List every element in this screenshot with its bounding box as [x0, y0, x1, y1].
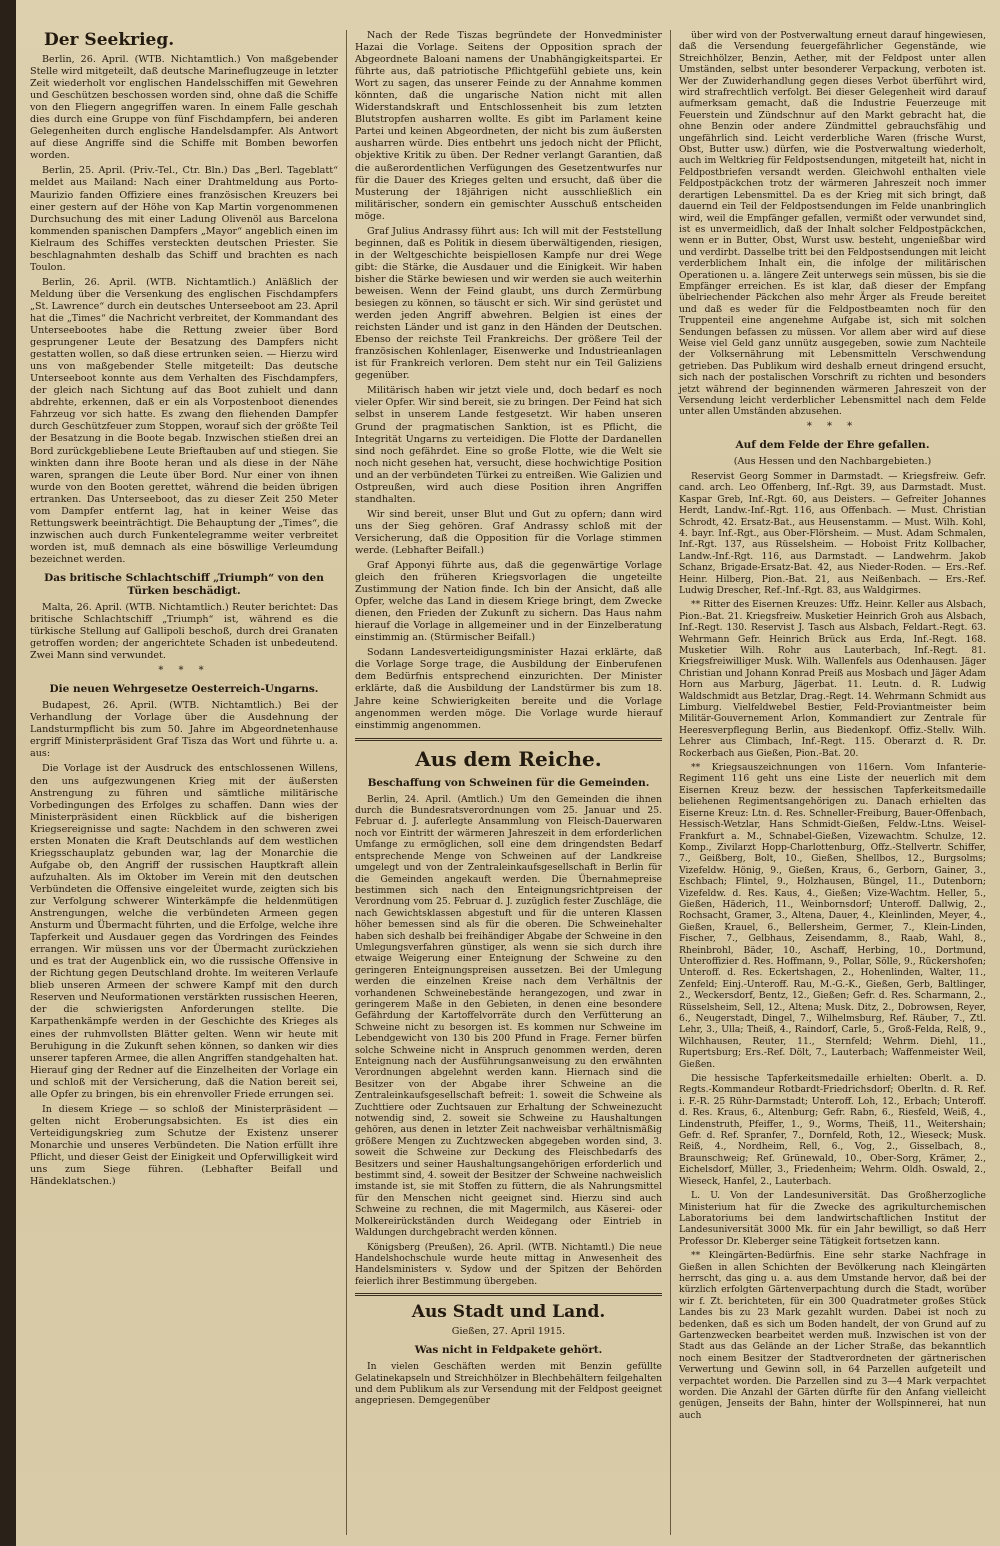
- article-paragraph: In diesem Kriege — so schloß der Ministerpräsident — gelten nicht Eroberungsabsichten. Es ist dies ein Verteidigungskrieg zum Schutze der Existenz unserer Monarchie und unseres Verbündeten. Die Nation erfüllt ihre Pflicht, und dieser Geist der Einigkeit und Opferwilligkeit wird uns zum Siege führen. (Lebhafter Beifall und Händeklatschen.): [30, 1103, 338, 1188]
- article-paragraph: In vielen Geschäften werden mit Benzin gefüllte Gelatinekapseln und Streichhölzer in Blechbehältern feilgehalten und dem Publikum als zur Versendung mit der Feldpost geeignet angepriesen. Demgegenüber: [355, 1361, 662, 1407]
- article-paragraph: Militärisch haben wir jetzt viele und, doch bedarf es noch vieler Opfer. Wir sind bereit, sie zu bringen. Der Feind hat sich selbst in unserem Lande festgesetzt. Wir haben unseren Grund der pragmatischen Sanktion, ist es Pflicht, die Integrität Ungarns zu verteidigen. Die Flotte der Dardanellen sind noch gefährdet. Eine so große Flotte, wie die Welt sie noch nicht gesehen hat, versucht, diese hochwichtige Position und an der verbündeten Türkei zu entreißen. Wie Galizien und Ostpreußen, wird auch diese Position ihren Angriffen standhalten.: [355, 385, 662, 505]
- column-right: [670, 30, 994, 1535]
- article-paragraph: Nach der Rede Tiszas begründete der Honvedminister Hazai die Vorlage. Seitens der Opposition sprach der Abgeordnete Baloani namens der Unabhängigkeitspartei. Er führte aus, daß patriotische Pflichtgefühl gebiete uns, kein Wort zu sagen, das unserer Feinde zu der Annahme kommen könnten, daß die ungarische Nation nicht mit allen Widerstandskraft und Entschlossenheit bis zum letzten Blutstropfen ausharren wollte. Es gibt im Parlament keine Partei und keinen Abgeordneten, der nicht bis zum äußersten ausharren würde. Dies entbehrt uns jedoch nicht der Pflicht, objektive Kritik zu üben. Der Redner verlangt Garantien, daß die außerordentlichen Verfügungen des Gesetzentwurfes nur für die Dauer des Krieges gelten und ersucht, daß über die Musterung der 18jährigen nicht ausschließlich ein militärischer, sondern ein gemischter Ausschuß entscheiden möge.: [355, 30, 662, 222]
- article-paragraph: Die hessische Tapferkeitsmedaille erhielten: Oberlt. a. D. Regts.-Kommandeur Rotbardt-Friedrichsdorf; Oberltn. d. R. Ref. i. F.-R. 25 Rühr-Darmstadt; Unteroff. Loh, 12., Erbach; Unteroff. d. Res. Kraus, 6., Altenburg; Gefr. Rabn, 6., Riesfeld, Weiß, 4., Lindenstruth, Pfeiffer, 1., 9., Worms, Theiß, 11., Weitershain; Gefr. d. Ref. Spranfer, 7., Dornfeld, Roth, 12., Wieseck; Musk. Reiß, 4., Nordheim, Rell, 6., Vog, 2., Gisselbach, 8., Braunschweig; Ref. Grünewald, 10., Ober-Sorg, Krämer, 2., Eichelsdorf, Müller, 3., Friedenheim; Wehrm. Oldh. Oswald, 2., Wieseck, Hanfel, 2., Lauterbach.: [679, 1073, 986, 1187]
- subheading-feldpakete: Was nicht in Feldpakete gehört.: [414, 1344, 603, 1357]
- section-rule: [355, 738, 662, 741]
- page-edge-shadow: [0, 0, 16, 1546]
- article-paragraph: Berlin, 24. April. (Amtlich.) Um den Gemeinden die ihnen durch die Bundesratsverordnungen vom 25. Januar und 25. Februar d. J. auferlegte Ansammlung von Fleisch-Dauerwaren noch vor Eintritt der wärmeren Jahreszeit in dem erforderlichen Umfange zu ermöglichen, soll eine dem dringendsten Bedarf entsprechende Menge von Schweinen auf der Landkreise umgelegt und von der Zentraleinkaufsgesellschaft in Berlin für die Gemeinden angekauft werden. Die Übernahmepreise bestimmen sich nach den Enteignungsrichtpreisen der Verordnung vom 25. Februar d. J. zuzüglich fester Zuschläge, die nach Gewichtsklassen abgestuft und für die unteren Klassen höher bemessen sind als für die oberen. Die Schweinehalter haben sich deshalb bei freihändiger Abgabe der Schweine in den Umlegungsverfahren günstiger, als wenn sie sich durch ihre etwaige Weigerung einer Enteignung der Schweine zu den geringeren Enteignungspreisen aussetzen. Bei der Umlegung werden die einzelnen Kreise nach dem Verhältnis der vorhandenen Schweinebestände herangezogen, und zwar in geringerem Maße in den Gebieten, in denen eine besondere Gefährdung der Kartoffelvorräte durch den Verfütterung an Schweine nicht zu besorgen ist. Es kommen nur Schweine im Lebendgewicht von 130 bis 200 Pfund in Frage. Ferner bürfen solche Schweine nicht in Anspruch genommen werden, deren Enteignung nach der Ausführungsanweisung zu den erwähnten Verordnungen abgelehnt werden kann. Hiernach sind die Besitzer von der Abgabe ihrer Schweine an die Zentraleinkaufsgesellschaft befreit: 1. soweit die Schweine als Zuchttiere oder Zuchtsauen zur Erhaltung der Schweinezucht notwendig sind, 2. soweit sie Schweine zu Haushaltungen gehören, aus denen in letzter Zeit nachweisbar verhältnismäßig größere Mengen zu Zuchtzwecken abgegeben worden sind, 3. soweit die Schweine zur Deckung des Fleischbedarfs des Besitzers und seiner Haushaltungsangehörigen erforderlich und bestimmt sind, 4. soweit der Besitzer der Schweine nachweislich imstande ist, sie mit Stoffen zu füttern, die als Nahrungsmittel für den Menschen nicht geeignet sind. Hierzu sind auch Schweine zu rechnen, die mit Magermilch, aus Käserei- oder Molkereirückständen durch Weidegang oder Eintrieb in Waldungen durchgebracht werden können.: [355, 793, 662, 1239]
- dateline: Gießen, 27. April 1915.: [451, 1326, 566, 1338]
- article-paragraph: Berlin, 25. April. (Priv.-Tel., Ctr. Bln.) Das „Berl. Tageblatt“ meldet aus Mailand: Nach einer Drahtmeldung aus Porto-Maurizio fanden Offiziere eines französischen Kreuzers bei einer gestern auf der Höhe von Kap Martin vorgenommenen Durchsuchung des mit einer Ladung Olivenöl aus Barcelona kommenden spanischen Dampfers „Mayor“ angeblich einen im Kielraum des Schiffes versteckten deutschen Priester. Sie beschlagnahmten deshalb das Schiff und brachten es nach Toulon.: [30, 165, 338, 273]
- section-divider-stars: * * *: [158, 665, 210, 677]
- article-paragraph: ** Ritter des Eisernen Kreuzes: Uffz. Heinr. Keller aus Alsbach, Pion.-Bat. 21. Kriegsfreiw. Musketier Heinrich Groh aus Alsbach, Inf.-Regt. 130. Reservist J. Tasch aus Alsbach, Feldart.-Regt. 63. Wehrmann Gefr. Heinrich Brück aus Erda, Inf.-Regt. 168. Musketier Wilh. Rohr aus Lauterbach, Inf.-Regt. 81. Kriegsfreiwilliger Musk. Wilh. Wallenfels aus Odenhausen. Jäger Christian und Johann Konrad Preiß aus Mosbach und Jäger Adam Horn aus Marburg, Jägerbat. 11. Leutn. d. R. Ludwig Waldschmidt aus Betzlar, Drag.-Regt. 14. Wehrmann Schmidt aus Limburg. Vielfeldwebel Bestier, Feld-Proviantmeister beim Militär-Gouvernement Arlon, Kommandiert zur Zentrale für Heeresverpflegung Berlin, aus Biedenkopf. Offiz.-Stellv. Wilh. Lehrer aus Climbach, Inf.-Regt. 115. Oberarzt d. R. Dr. Rockerbach aus Gießen, Pion.-Bat. 20.: [679, 599, 986, 759]
- article-paragraph: Graf Julius Andrassy führt aus: Ich will mit der Feststellung beginnen, daß es Politik in diesem überwältigenden, riesigen, in der Weltgeschichte beispiellosen Kampfe nur drei Wege gibt: die Stärke, die Ausdauer und die Einigkeit. Wir haben bisher die Stärke bewiesen und wir werden sie auch weiterhin beweisen. Wenn der Feind glaubt, uns durch Zermürbung besiegen zu können, so täuscht er sich. Wir sind gerüstet und werden jeden Angriff abwehren. Belgien ist eines der reichsten Länder und ist ganz in den Händen der Deutschen. Ebenso der reichste Teil Frankreichs. Der größere Teil der französischen Kohlenlager, Eisenwerke und Industrieanlagen ist für Frankreich verloren. Dem steht nur ein Teil Galiziens gegenüber.: [355, 225, 662, 382]
- article-paragraph: Berlin, 26. April. (WTB. Nichtamtlich.) Von maßgebender Stelle wird mitgeteilt, daß deutsche Marineflugzeuge in letzter Zeit wiederholt vor englischen Handelsschiffen mit Gewehren und Geschützen beschossen worden sind, ohne daß die Schiffe von den Fliegern angegriffen waren. In einem Falle geschah dies durch eine Gruppe von fünf Fischdampfern, bei anderen Gelegenheiten durch englische Handelsdampfer. Als Antwort auf diese Angriffe sind die Schiffe mit Bomben beworfen worden.: [30, 54, 338, 162]
- subheading-schweine: Beschaffung von Schweinen für die Gemeinden.: [367, 776, 650, 789]
- subheading-wehrgesetze: Die neuen Wehrgesetze Oesterreich-Ungarns.: [49, 683, 319, 696]
- article-paragraph: Graf Apponyi führte aus, daß die gegenwärtige Vorlage gleich den früheren Kriegsvorlagen die ungeteilte Zustimmung der Nation finde. Ich bin der Ansicht, daß alle Opfer, welche das Land in diesem Kriege bringt, dem Zwecke dienen, den Frieden der Zukunft zu sichern. Das Haus nahm hierauf die Vorlage in allgemeiner und in der Einzelberatung einstimmig an. (Stürmischer Beifall.): [355, 560, 662, 644]
- article-paragraph: Berlin, 26. April. (WTB. Nichtamtlich.) Anläßlich der Meldung über die Versenkung des englischen Fischdampfers „St. Lawrence“ durch ein deutsches Unterseeboot am 23. April hat die „Times“ die Nachricht verbreitet, der Kommandant des Unterseebootes habe die Rettung zweier über Bord gesprungener Leute der Besatzung des Dampfers nicht gestatten wollen, so daß diese ertrunken seien. — Hierzu wird uns von maßgebender Stelle mitgeteilt: Das deutsche Unterseeboot konnte aus dem Verhalten des Fischdampfers, der gleich nach Sichtung auf das Boot zuhielt und dann abdrehte, erkennen, daß er ein als Vorpostenboot dienendes Fahrzeug vor sich hatte. Es zwang den fliehenden Dampfer durch Geschützfeuer zum Stoppen, worauf sich der größte Teil der Besatzung in die Boote begab. Inzwischen stießen drei an Bord zurückgebliebene Leute Brieftauben auf und stiegen. Sie winkten dann ihre Boote heran und als diese in der Nähe waren, sprangen die Leute über Bord. Nur einer von ihnen wurde von den Booten gerettet, während die beiden übrigen ertranken. Das Unterseeboot, das zu dieser Zeit 250 Meter vom Dampfer entfernt lag, hat in keiner Weise das Rettungswerk beeinträchtigt. Die Behauptung der „Times“, die inzwischen auch durch Funkentelegramme weiter verbreitet worden ist, muß demnach als eine böswillige Verleumdung bezeichnet werden.: [30, 276, 338, 565]
- article-paragraph: Reservist Georg Sommer in Darmstadt. — Kriegsfreiw. Gefr. cand. arch. Leo Offenberg, Inf.-Rgt. 39, aus Darmstadt. Must. Kaspar Greb, Inf.-Rgt. 60, aus Deisters. — Gefreiter Johannes Herdt, Landw.-Inf.-Rgt. 116, aus Offenbach. — Must. Christian Schrodt, 42. Ersatz-Bat., aus Heusenstamm. — Must. Wilh. Kohl, 4. bayr. Inf.-Rgt., aus Ober-Flörsheim. — Must. Adam Schmalen, Inf.-Rgt. 137, aus Rüsselsheim. — Hoboist Fritz Kollbacher, Landw.-Inf.-Rgt. 116, aus Darmstadt. — Landwehrm. Jakob Schanz, Brigade-Ersatz-Bat. 42, aus Nieder-Roden. — Ers.-Ref. Heinr. Hilberg, Pion.-Bat. 21, aus Neißenbach. — Ers.-Ref. Ludwig Drescher, Ref.-Inf.-Rgt. 83, aus Waldgirmes.: [679, 470, 986, 596]
- article-heading-seekrieg: Der Seekrieg.: [44, 30, 175, 50]
- section-heading-stadt-land: Aus Stadt und Land.: [411, 1302, 606, 1323]
- article-paragraph: Königsberg (Preußen), 26. April. (WTB. Nichtamtl.) Die neue Handelshochschule wurde heute mittag in Anwesenheit des Handelsministers v. Sydow und der Spitzen der Behörden feierlich ihrer Bestimmung übergeben.: [355, 1241, 662, 1287]
- section-divider-stars: * * *: [806, 420, 859, 432]
- article-paragraph: ** Kriegsauszeichnungen von 116ern. Vom Infanterie-Regiment 116 geht uns eine Liste der neuerlich mit dem Eisernen Kreuz bezw. der hessischen Tapferkeitsmedaille beliehenen Regimentsangehörigen zu. Danach erhielten das Eiserne Kreuz: Ltn. d. Res. Schneller-Freiburg, Bauer-Offenbach, Hessisch-Wetzlar, Hans Schmidt-Gießen, Feldw.-Ltns. Weisel-Frankfurt a. M., Schnabel-Gießen, Vizewachtm. Schulze, 12. Komp., Zivilarzt Hopp-Charlottenburg, Offz.-Stellvertr. Schiffer, 7., Geißberg, Bolt, 10., Gießen, Shellbos, 12., Burgsolms; Vizefeldw. Hönig, 9., Gießen, Kraus, 6., Gerborn, Gainer, 3., Eschbach; Flintel, 9., Holzhausen, Büngel, 11., Dutenborn; Vizefeldw. d. Res. Kaus, 4., Gießen; Vize-Wachtm. Heller, 5., Gießen, Häderich, 11., Weinbornsdorf; Unteroff. Dallwig, 2., Rochsacht, Gramer, 3., Altena, Dauer, 4., Kleinlinden, Meyer, 4., Gießen, Krauel, 6., Bellersheim, Germer, 7., Klein-Linden, Fischer, 7., Gelbhaus, Zeisendamm, 8., Raab, Wahl, 8., Rheinbrohl, Bäder, 10., Aschaff, Herbing, 10., Dortmund, Unteroffizier d. Res. Hoffmann, 9., Pollar, Sölle, 9., Rückershofen; Unteroff. d. Res. Eckertshagen, 2., Hohenlinden, Walter, 11., Zenfeld; Einj.-Unteroff. Rau, M.-G.-K., Gießen, Gerb, Baltlinger, 2., Weckersdorf, Bentz, 12., Gießen; Gefr. d. Res. Scharmann, 2., Rüsselsheim, Sell, 12., Altena; Musk. Ditz, 2., Dobrowsen, Reyer, 6., Neugerstadt, Dingel, 7., Wilhelmsburg, Ref. Räuber, 7., Ztl. Lehr, 3., Ulla; Theiß, 4., Raindorf, Carle, 5., Groß-Felda, Relß, 9., Wilchhausen, Reuter, 11., Sternfeld; Wehrm. Diehl, 11., Rupertsburg; Ers.-Ref. Dölt, 7., Lauterbach; Waffenmeister Weil, Gießen.: [679, 762, 986, 1070]
- article-paragraph: Malta, 26. April. (WTB. Nichtamtlich.) Reuter berichtet: Das britische Schlachtschiff „Triumph“ ist, während es die türkische Stellung auf Gallipoli beschoß, durch drei Granaten getroffen worden; der angerichtete Schaden ist unbedeutend. Zwei Mann sind verwundet.: [30, 601, 338, 662]
- column-container: [22, 30, 994, 1535]
- article-paragraph: Sodann Landesverteidigungsminister Hazai erklärte, daß die Vorlage Sorge trage, die Ausbildung der Einberufenen dem Bedürfnis entsprechend einzurichten. Der Minister erklärte, daß die Ausbildung der Landstürmer bis zum 18. Jahre keine Schwierigkeiten bereite und die Vorlage angenommen werden möge. Die Vorlage wurde hierauf einstimmig angenommen.: [355, 647, 662, 731]
- article-paragraph: Wir sind bereit, unser Blut und Gut zu opfern; dann wird uns der Sieg gehören. Graf Andrassy schloß mit der Versicherung, daß die Opposition für die Vorlage stimmen werde. (Lebhafter Beifall.): [355, 508, 662, 556]
- article-paragraph: über wird von der Postverwaltung erneut darauf hingewiesen, daß die Versendung feuergefährlicher Gegenstände, wie Streichhölzer, Benzin, Aether, mit der Feldpost unter allen Umständen, selbst unter besonderer Verpackung, verboten ist. Wer der Zuwiderhandlung gegen dieses Verbot überführt wird, wird strafrechtlich verfolgt. Bei dieser Gelegenheit wird darauf aufmerksam gemacht, daß die Industrie Feuerzeuge mit Feuerstein und Zündschnur auf den Markt gebracht hat, die ohne Benzin oder andere Zündmittel gebrauchsfähig und ungefährlich sind. Leicht verderbliche Waren (frische Wurst, Obst, Butter usw.) dürfen, wie die Postverwaltung wiederholt, auch im Weltkrieg für Feldpostsendungen, mitgeteilt hat, nicht in Feldpostbriefen versandt werden. Gleichwohl enthalten viele Feldpostpäckchen trotz der wärmeren Jahreszeit noch immer derartigen Lebensmittel. Da es der Krieg mit sich bringt, daß dauernd ein Teil der Feldpostsendungen im Felde unanbringlich wird, weil die Empfänger gefallen, vermißt oder verwundet sind, ist es unvermeidlich, daß der Inhalt solcher Feldpostpäckchen, wenn er in Butter, Obst, Wurst usw. besteht, ungenießbar wird und verdirbt. Dasselbe tritt bei den Feldpostsendungen mit leicht verderblichem Inhalt ein, die infolge der militärischen Operationen u. a. längere Zeit unterwegs sein müssen, bis sie die Empfänger erreichen. Es ist klar, daß dieser der Empfang übelriechender Päckchen also mehr Ärger als Freude bereitet und daß es weder für die Feldpostbeamten noch für den Truppenteil eine angenehme Aufgabe ist, sich mit solchen Sendungen befassen zu müssen. Vor allem aber wird auf diese Weise viel Geld ganz unnütz ausgegeben, sowie zum Nachteile der Volksernährung mit Lebensmitteln Verschwendung getrieben. Das Publikum wird deshalb erneut dringend ersucht, sich nach der postalischen Vorschrift zu richten und besonders jetzt während der beginnenden wärmeren Jahreszeit von der Versendung leicht verderblicher Lebensmittel nach dem Felde unter allen Umständen abzusehen.: [679, 30, 986, 418]
- section-rule: [355, 1293, 662, 1296]
- column-middle: [346, 30, 670, 1535]
- column-left: [22, 30, 346, 1535]
- subheading-gefallen: Auf dem Felde der Ehre gefallen.: [735, 438, 930, 451]
- article-paragraph: Die Vorlage ist der Ausdruck des entschlossenen Willens, den uns aufgezwungenen Krieg mit der äußersten Anstrengung zu führen und sämtliche militärische Vorbedingungen des Erfolges zu schaffen. Dann wies der Ministerpräsident einen Rückblick auf die bisherigen Kriegsereignisse und sagte: Nachdem in den schweren zwei ersten Monaten die Kraft Deutschlands auf dem westlichen Kriegsschauplatz gebunden war, lag der Monarchie die Aufgabe ob, den Angriff der russischen Hauptkraft allein aufzuhalten. Als im Oktober im Verein mit den deutschen Verbündeten die Offensive eingeleitet wurde, zeigten sich bis zur Verfolgung schwerer Winterkämpfe die heldenmütigen Anstrengungen, welche die verbündeten Armeen gegen Ansturm und Übermacht führten, und die Erfolge, welche ihre Tapferkeit und Ausdauer gegen das Vordringen des Feindes errangen. Wir müssen uns vor der Übermacht zurückziehen und es trat der Augenblick ein, wo die russische Offensive in der Richtung gegen Deutschland drohte. Im weiteren Verlaufe blieb unseren Armeen der schwere Kampf mit den durch Reserven und Neuformationen verstärkten russischen Heeren, der die schwierigsten Anforderungen stellte. Die Karpathenkämpfe werden in der Geschichte des Krieges als eines der ruhmvollsten Blätter gelten. Wenn wir heute mit Beruhigung in die Zukunft sehen können, so danken wir dies unserer tapferen Armee, die allen Angriffen standgehalten hat. Hierauf ging der Redner auf die Einzelheiten der Vorlage ein und schloß mit der Versicherung, daß die Nation bereit sei, alle Opfer zu bringen, bis ein ehrenvoller Friede errungen sei.: [30, 763, 338, 1100]
- article-paragraph: ** Kleingärten-Bedürfnis. Eine sehr starke Nachfrage in Gießen in allen Schichten der Bevölkerung nach Kleingärten herrscht, das ging u. a. aus dem Umstande hervor, daß bei der kürzlich erfolgten Gärtenverpachtung durch die Stadt, worüber wir f. Zt. berichteten, für ein 300 Quadratmeter großes Stück Landes bis zu 23 Mark gezahlt wurden. Dabei ist noch zu bedenken, daß es sich um Boden handelt, der von Grund auf zu Gartenzwecken bearbeitet werden muß. Inzwischen ist von der Stadt aus das Gelände an der Licher Straße, das bekanntlich noch einem Besitzer der Stadtverordneten der gärtnerischen Verwertung und Gewinn soll, in 64 Parzellen aufgeteilt und verpachtet worden. Die Parzellen sind zu 3—4 Mark verpachtet worden. Die Anzahl der Gärten dürfte für den Anfang vielleicht genügen, Jenseits der Bahn, hinter der Wollspinnerei, hat nun auch: [679, 1250, 986, 1421]
- subheading-triumph: Das britische Schlachtschiff „Triumph“ von den Türken beschädigt.: [44, 571, 324, 597]
- subheading-note: (Aus Hessen und den Nachbargebieten.): [733, 455, 932, 467]
- article-paragraph: L. U. Von der Landesuniversität. Das Großherzogliche Ministerium hat für die Zwecke des agrikulturchemischen Laboratoriums bei dem landwirtschaftlichen Institut der Landesuniversität 3000 Mk. für ein Jahr bewilligt, so daß Herr Professor Dr. Kleberger seine Tätigkeit fortsetzen kann.: [679, 1190, 986, 1247]
- section-heading-reiche: Aus dem Reiche.: [415, 746, 602, 771]
- article-paragraph: Budapest, 26. April. (WTB. Nichtamtlich.) Bei der Verhandlung der Vorlage über die Ausdehnung der Landsturmpflicht bis zum 50. Jahre im Abgeordnetenhause ergriff Ministerpräsident Graf Tisza das Wort und führte u. a. aus:: [30, 700, 338, 760]
